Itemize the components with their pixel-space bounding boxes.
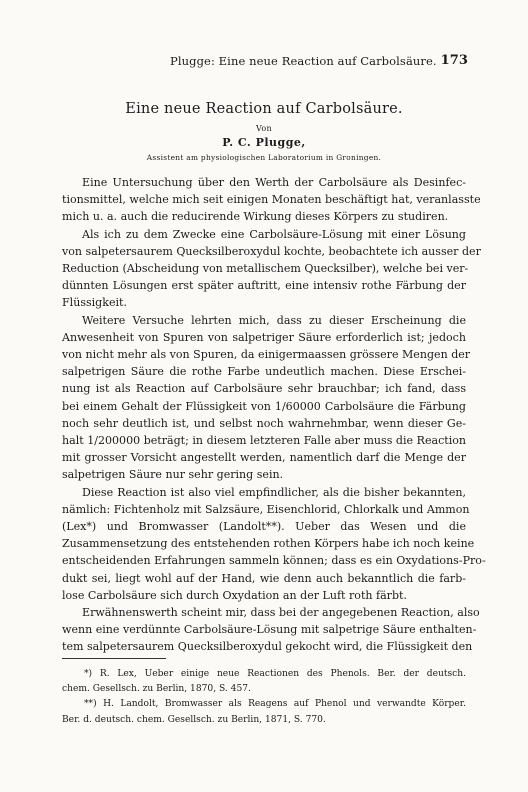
footnote-line: chem. Gesellsch. zu Berlin, 1870, S. 457. bbox=[62, 684, 251, 695]
body-line: dünnten Lösungen erst später auftritt, eine intensiv rothe Färbung der bbox=[62, 279, 466, 293]
body-line: Reduction (Abscheidung von metallischem Quecksilber), welche bei ver- bbox=[62, 262, 469, 276]
body-line: Eine Untersuchung über den Werth der Carbolsäure als Desinfec- bbox=[82, 176, 466, 189]
body-line: Erwähnenswerth scheint mir, dass bei der angegebenen Reaction, also bbox=[82, 606, 480, 620]
body-line: salpetrigen Säure nur sehr gering sein. bbox=[62, 468, 284, 482]
footnote-line: Ber. d. deutsch. chem. Gesellsch. zu Berlin, 1871, S. 770. bbox=[62, 714, 326, 725]
footnote-line: **) H. Landolt, Bromwasser als Reagens auf Phenol und verwandte Körper. bbox=[84, 699, 466, 710]
body-line: Anwesenheit von Spuren von salpetriger Säure erforderlich ist; jedoch bbox=[62, 330, 466, 344]
body-line: halt 1/200000 beträgt; in diesem letzteren Falle aber muss die Reaction bbox=[62, 434, 466, 448]
body-line: bei einem Gehalt der Flüssigkeit von 1/60000 Carbolsäure die Färbung bbox=[62, 399, 466, 413]
body-line: salpetrigen Säure die rothe Farbe undeutlich machen. Diese Erschei- bbox=[62, 365, 466, 379]
body-line: Als ich zu dem Zwecke eine Carbolsäure-Lösung mit einer Lösung bbox=[82, 227, 466, 241]
running-head bbox=[62, 54, 468, 70]
body-line: dukt sei, liegt wohl auf der Hand, wie denn auch bekanntlich die farb- bbox=[62, 571, 466, 585]
body-line: wenn eine verdünnte Carbolsäure-Lösung mit salpetrige Säure enthalten- bbox=[62, 623, 477, 637]
body-line: von nicht mehr als von Spuren, da einigermaassen grössere Mengen der bbox=[62, 348, 471, 362]
body-line: von salpetersaurem Quecksilberoxydul kochte, beobachtete ich ausser der bbox=[62, 244, 481, 258]
body-line: mit grosser Vorsicht angestellt werden, namentlich darf die Menge der bbox=[62, 451, 466, 465]
body-line: entscheidenden Erfahrungen sammeln können; dass es ein Oxydations-Pro- bbox=[62, 554, 486, 568]
body-line: nung ist als Reaction auf Carbolsäure sehr brauchbar; ich fand, dass bbox=[62, 382, 466, 396]
body-line: Zusammensetzung des entstehenden rothen Körpers habe ich noch keine bbox=[62, 537, 475, 551]
body-line: tionsmittel, welche mich seit einigen Monaten beschäftigt hat, veranlasste bbox=[62, 193, 481, 207]
body-line: (Lex*) und Bromwasser (Landolt**). Ueber das Wesen und die bbox=[62, 520, 466, 534]
footnote-rule bbox=[62, 658, 166, 659]
body-text bbox=[62, 174, 486, 656]
body-line: tem salpetersaurem Quecksilberoxydul gekocht wird, die Flüssigkeit den bbox=[62, 640, 473, 654]
footnote-line: *) R. Lex, Ueber einige neue Reactionen des Phenols. Ber. der deutsch. bbox=[84, 669, 466, 679]
body-line: Flüssigkeit. bbox=[62, 296, 127, 310]
page-number: 173 bbox=[440, 53, 468, 68]
author-affiliation: Assistent am physiologischen Laboratorium in Groningen. bbox=[146, 153, 382, 162]
body-line: mich u. a. auch die reducirende Wirkung dieses Körpers zu studiren. bbox=[62, 210, 449, 224]
body-line: nämlich: Fichtenholz mit Salzsäure, Eisenchlorid, Chlorkalk und Ammon bbox=[62, 502, 470, 516]
body-line: noch sehr deutlich ist, und selbst noch wahrnehmbar, wenn dieser Ge- bbox=[62, 416, 466, 430]
byline-von: Von bbox=[256, 124, 272, 133]
body-line: lose Carbolsäure sich durch Oxydation an der Luft roth färbt. bbox=[62, 588, 407, 602]
article-title: Eine neue Reaction auf Carbolsäure. bbox=[125, 101, 403, 117]
body-line: Diese Reaction ist also viel empfindlicher, als die bisher bekannten, bbox=[82, 485, 466, 499]
footnotes bbox=[62, 667, 466, 728]
running-head-title: Plugge: Eine neue Reaction auf Carbolsäure. bbox=[170, 54, 437, 68]
body-line: Weitere Versuche lehrten mich, dass zu dieser Erscheinung die bbox=[82, 313, 466, 327]
author-name: P. C. Plugge, bbox=[222, 136, 306, 149]
